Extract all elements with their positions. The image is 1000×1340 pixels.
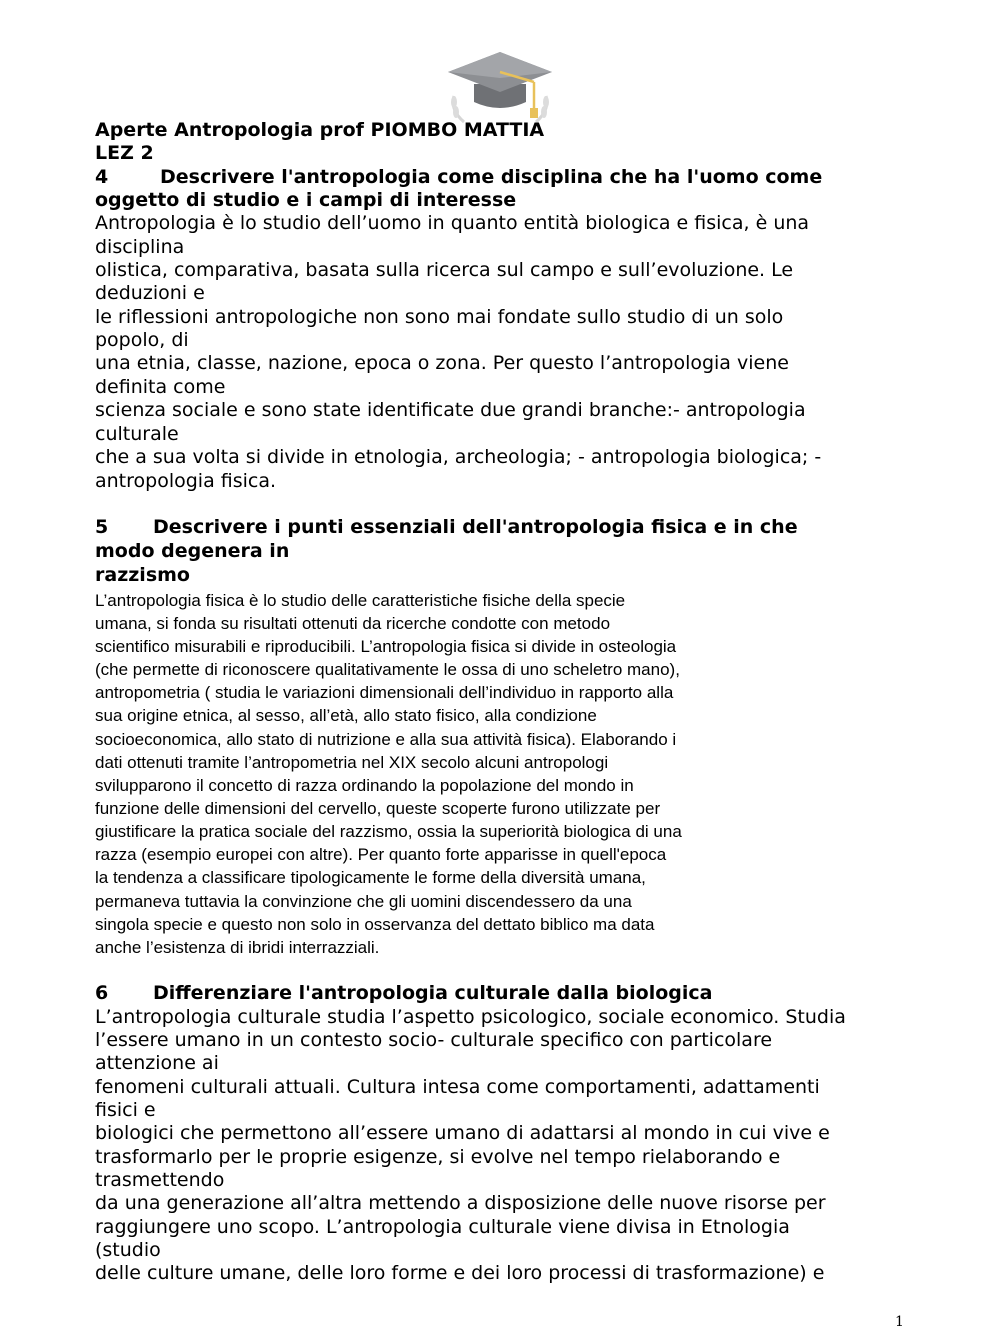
body-line: singola specie e questo non solo in osservanza del dettato biblico ma data	[95, 915, 655, 934]
body-line: popolo, di	[95, 329, 189, 351]
body-line: sua origine etnica, al sesso, all’età, allo stato fisico, alla condizione	[95, 706, 597, 725]
body-line: svilupparono il concetto di razza ordinando la popolazione del mondo in	[95, 776, 634, 795]
section-number: 5	[95, 516, 109, 538]
body-line: olistica, comparativa, basata sulla ricerca sul campo e sull’evoluzione. Le	[95, 259, 794, 281]
body-line: trasformarlo per le proprie esigenze, si evolve nel tempo rielaborando e	[95, 1146, 781, 1168]
body-line: disciplina	[95, 236, 185, 258]
body-line: le riflessioni antropologiche non sono mai fondate sullo studio di un solo	[95, 306, 784, 328]
body-line: fisici e	[95, 1099, 156, 1121]
graduation-cap-logo	[440, 48, 560, 126]
body-line: definita come	[95, 376, 226, 398]
section-heading: Differenziare l'antropologia culturale dalla biologica	[153, 982, 713, 1004]
body-line: biologici che permettono all’essere umano di adattarsi al mondo in cui vive e	[95, 1122, 830, 1144]
body-line: (che permette di riconoscere qualitativamente le ossa di uno scheletro mano),	[95, 660, 680, 679]
section-heading: oggetto di studio e i campi di interesse	[95, 189, 517, 211]
body-line: permaneva tuttavia la convinzione che gli uomini discendessero da una	[95, 892, 632, 911]
body-line: L’antropologia culturale studia l’aspetto psicologico, sociale economico. Studia	[95, 1006, 846, 1028]
page-number: 1	[895, 1314, 904, 1330]
body-line: da una generazione all’altra mettendo a disposizione delle nuove risorse per	[95, 1192, 826, 1214]
section-heading: razzismo	[95, 564, 190, 586]
body-line: razza (esempio europei con altre). Per quanto forte apparisse in quell'epoca	[95, 845, 667, 864]
body-line: dati ottenuti tramite l’antropometria nel XIX secolo alcuni antropologi	[95, 753, 609, 772]
body-line: scienza sociale e sono state identificate due grandi branche:- antropologia	[95, 399, 806, 421]
section-number: 4	[95, 166, 109, 188]
body-line: antropologia fisica.	[95, 470, 277, 492]
section-heading: Descrivere i punti essenziali dell'antropologia fisica e in che	[153, 516, 798, 538]
body-line: L’antropologia fisica è lo studio delle caratteristiche fisiche della specie	[95, 591, 626, 610]
body-line: una etnia, classe, nazione, epoca o zona. Per questo l’antropologia viene	[95, 352, 789, 374]
body-line: trasmettendo	[95, 1169, 225, 1191]
body-line: attenzione ai	[95, 1052, 219, 1074]
body-line: l’essere umano in un contesto socio- culturale specifico con particolare	[95, 1029, 773, 1051]
body-line: umana, si fonda su risultati ottenuti da ricerche condotte con metodo	[95, 614, 611, 633]
section-number: 6	[95, 982, 109, 1004]
body-line: che a sua volta si divide in etnologia, archeologia; - antropologia biologica; -	[95, 446, 822, 468]
body-line: la tendenza a classificare tipologicamente le forme della diversità umana,	[95, 868, 646, 887]
body-line: anche l’esistenza di ibridi interrazziali.	[95, 938, 380, 957]
body-line: socioeconomica, allo stato di nutrizione e alla sua attività fisica). Elaborando i	[95, 730, 677, 749]
lesson-label: LEZ 2	[95, 142, 154, 164]
body-line: culturale	[95, 423, 179, 445]
body-line: fenomeni culturali attuali. Cultura intesa come comportamenti, adattamenti	[95, 1076, 820, 1098]
body-line: raggiungere uno scopo. L’antropologia culturale viene divisa in Etnologia	[95, 1216, 790, 1238]
document-title: Aperte Antropologia prof PIOMBO MATTIA	[95, 119, 545, 141]
body-line: Antropologia è lo studio dell’uomo in quanto entità biologica e fisica, è una	[95, 212, 810, 234]
body-line: antropometria ( studia le variazioni dimensionali dell’individuo in rapporto alla	[95, 683, 674, 702]
section-heading: Descrivere l'antropologia come disciplina che ha l'uomo come	[160, 166, 823, 188]
body-line: (studio	[95, 1239, 161, 1261]
body-line: deduzioni e	[95, 282, 205, 304]
body-line: scientifico misurabili e riproducibili. L’antropologia fisica si divide in osteologia	[95, 637, 677, 656]
body-line: delle culture umane, delle loro forme e dei loro processi di trasformazione) e	[95, 1262, 825, 1284]
section-heading: modo degenera in	[95, 540, 290, 562]
body-line: funzione delle dimensioni del cervello, queste scoperte furono utilizzate per	[95, 799, 661, 818]
body-line: giustificare la pratica sociale del razzismo, ossia la superiorità biologica di una	[95, 822, 682, 841]
